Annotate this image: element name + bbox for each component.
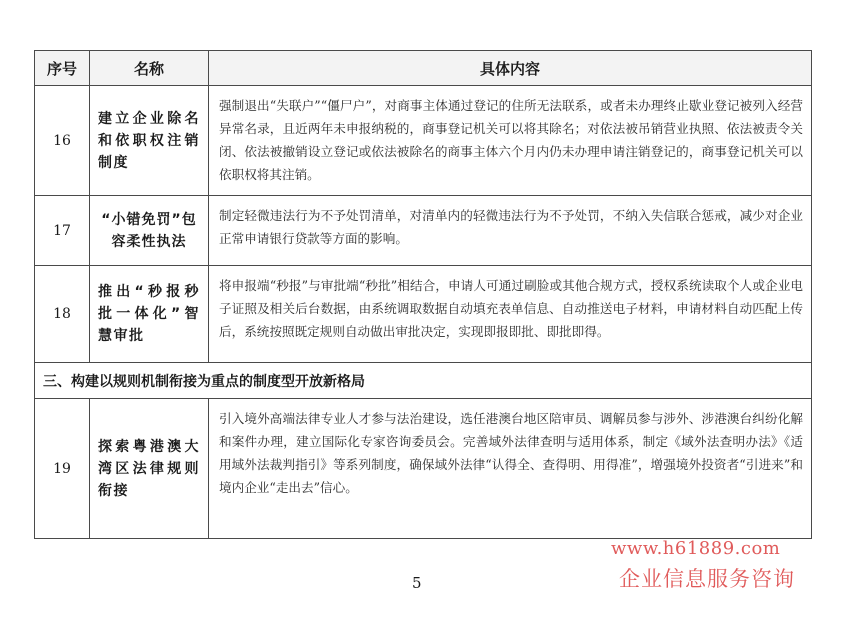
row-name: 建立企业除名和依职权注销制度 (90, 86, 209, 196)
section-heading: 三、构建以规则机制衔接为重点的制度型开放新格局 (35, 363, 812, 399)
header-content: 具体内容 (209, 51, 812, 86)
section-row (35, 363, 812, 399)
row-content: 强制退出“失联户”“僵尸户”，对商事主体通过登记的住所无法联系，或者未办理终止歇业登记被列入经营异常名录，且近两年未申报纳税的，商事登记机关可以将其除名；对依法被吊销营业执照、依法被责令关闭、依法被撤销设立登记或依法被除名的商事主体六个月内仍未办理申请注销登记的，商事登记机关可以依职权将其注销。 (209, 86, 812, 196)
table-header-row (35, 51, 812, 86)
watermark-url: www.h61889.com (611, 538, 781, 559)
header-no: 序号 (35, 51, 90, 86)
row-content: 将申报端“秒报”与审批端“秒批”相结合，申请人可通过刷脸或其他合规方式，授权系统读取个人或企业电子证照及相关后台数据，由系统调取数据自动填充表单信息、自动推送电子材料，申请材料自动匹配上传后，系统按照既定规则自动做出审批决定，实现即报即批、即批即得。 (209, 266, 812, 363)
row-no: 19 (35, 399, 90, 539)
page-number: 5 (412, 574, 422, 592)
table-row (35, 196, 812, 266)
row-name: “小错免罚”包容柔性执法 (90, 196, 209, 266)
row-name: 探索粤港澳大湾区法律规则衔接 (90, 399, 209, 539)
row-name: 推出“秒报秒批一体化”智慧审批 (90, 266, 209, 363)
watermark-text: 企业信息服务咨询 (619, 567, 795, 591)
table-row (35, 86, 812, 196)
row-content: 引入境外高端法律专业人才参与法治建设，选任港澳台地区陪审员、调解员参与涉外、涉港澳台纠纷化解和案件办理，建立国际化专家咨询委员会。完善域外法律查明与适用体系，制定《域外法查明办法》《适用域外法裁判指引》等系列制度，确保域外法律“认得全、查得明、用得准”，增强境外投资者“引进来”和境内企业“走出去”信心。 (209, 399, 812, 539)
header-name: 名称 (90, 51, 209, 86)
row-no: 17 (35, 196, 90, 266)
row-no: 18 (35, 266, 90, 363)
row-no: 16 (35, 86, 90, 196)
table-row (35, 266, 812, 363)
row-content: 制定轻微违法行为不予处罚清单，对清单内的轻微违法行为不予处罚，不纳入失信联合惩戒，减少对企业正常申请银行贷款等方面的影响。 (209, 196, 812, 266)
table-row (35, 399, 812, 539)
policy-table (34, 50, 812, 539)
